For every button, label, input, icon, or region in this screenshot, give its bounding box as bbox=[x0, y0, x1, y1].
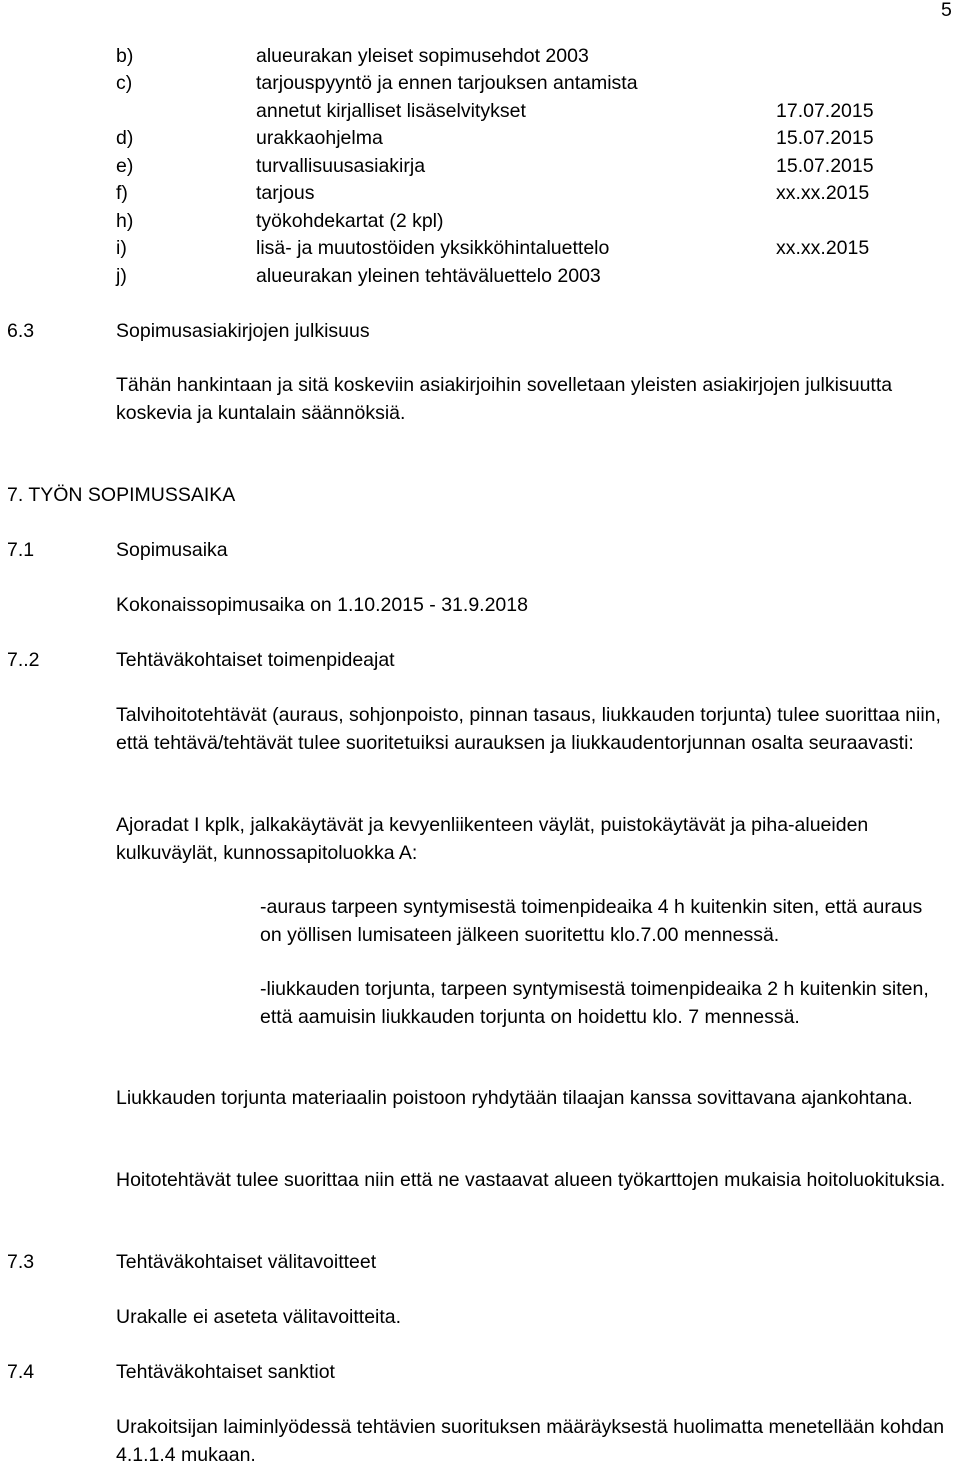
list-item-date: 15.07.2015 bbox=[776, 127, 874, 149]
list-item-text: tarjouspyyntö ja ennen tarjouksen antamista bbox=[256, 72, 638, 94]
section-number: 7.3 bbox=[7, 1251, 35, 1273]
list-item-date: 17.07.2015 bbox=[776, 100, 874, 122]
list-item-date: 15.07.2015 bbox=[776, 155, 874, 177]
paragraph: Hoitotehtävät tulee suorittaa niin että ne vastaavat alueen työkarttojen mukaisia hoitoluokituksia. bbox=[116, 1169, 946, 1191]
section-heading: Tehtäväkohtaiset sanktiot bbox=[116, 1361, 335, 1383]
section-number: 6.3 bbox=[7, 320, 35, 342]
chapter-heading: 7. TYÖN SOPIMUSSAIKA bbox=[7, 484, 236, 506]
paragraph: Kokonaissopimusaika on 1.10.2015 - 31.9.2018 bbox=[116, 594, 528, 616]
list-item-text: työkohdekartat (2 kpl) bbox=[256, 210, 444, 232]
paragraph: Urakoitsijan laiminlyödessä tehtävien suorituksen määräyksestä huolimatta menetellään kohdan 4.1.1.4 mukaan. bbox=[116, 1416, 945, 1466]
list-item-text: alueurakan yleiset sopimusehdot 2003 bbox=[256, 45, 589, 67]
section-heading: Sopimusaika bbox=[116, 539, 228, 561]
paragraph: Talvihoitotehtävät (auraus, sohjonpoisto, pinnan tasaus, liukkauden torjunta) tulee suorittaa niin, että tehtävä/tehtävät tulee suoritetuiksi aurauksen ja liukkaudentorjunnan osalta seuraavasti: bbox=[116, 704, 941, 754]
list-item-label: f) bbox=[116, 182, 128, 204]
list-item-label: i) bbox=[116, 237, 127, 259]
list-item-label: j) bbox=[116, 265, 127, 287]
list-item-label: b) bbox=[116, 45, 134, 67]
paragraph: Tähän hankintaan ja sitä koskeviin asiakirjoihin sovelletaan yleisten asiakirjojen julkisuutta koskevia ja kuntalain säännöksiä. bbox=[116, 374, 893, 424]
paragraph: Ajoradat I kplk, jalkakäytävät ja kevyenliikenteen väylät, puistokäytävät ja piha-alueiden kulkuväylät, kunnossapitoluokka A: bbox=[116, 814, 869, 864]
paragraph: -liukkauden torjunta, tarpeen syntymisestä toimenpideaika 2 h kuitenkin siten, että aamuisin liukkauden torjunta on hoidettu klo. 7 mennessä. bbox=[260, 978, 929, 1028]
section-heading: Tehtäväkohtaiset välitavoitteet bbox=[116, 1251, 377, 1273]
list-item-text: urakkaohjelma bbox=[256, 127, 383, 149]
list-item-text: turvallisuusasiakirja bbox=[256, 155, 426, 177]
list-item-date: xx.xx.2015 bbox=[776, 182, 870, 204]
list-item-text: tarjous bbox=[256, 182, 315, 204]
list-item-label: e) bbox=[116, 155, 134, 177]
paragraph: -auraus tarpeen syntymisestä toimenpideaika 4 h kuitenkin siten, että auraus on yöllisen lumisateen jälkeen suoritettu klo.7.00 mennessä. bbox=[260, 896, 923, 946]
paragraph: Urakalle ei aseteta välitavoitteita. bbox=[116, 1306, 402, 1328]
list-item-label: c) bbox=[116, 72, 133, 94]
section-number: 7..2 bbox=[7, 649, 40, 671]
section-heading: Tehtäväkohtaiset toimenpideajat bbox=[116, 649, 395, 671]
list-item-text: alueurakan yleinen tehtäväluettelo 2003 bbox=[256, 265, 601, 287]
page-number: 5 bbox=[941, 0, 952, 21]
paragraph: Liukkauden torjunta materiaalin poistoon ryhdytään tilaajan kanssa sovittavana ajankohtana. bbox=[116, 1087, 913, 1109]
section-heading: Sopimusasiakirjojen julkisuus bbox=[116, 320, 370, 342]
list-item-text: annetut kirjalliset lisäselvitykset bbox=[256, 100, 526, 122]
section-number: 7.4 bbox=[7, 1361, 35, 1383]
section-number: 7.1 bbox=[7, 539, 35, 561]
list-item-date: xx.xx.2015 bbox=[776, 237, 870, 259]
list-item-label: d) bbox=[116, 127, 134, 149]
list-item-label: h) bbox=[116, 210, 134, 232]
list-item-text: lisä- ja muutostöiden yksikköhintaluettelo bbox=[256, 237, 610, 259]
